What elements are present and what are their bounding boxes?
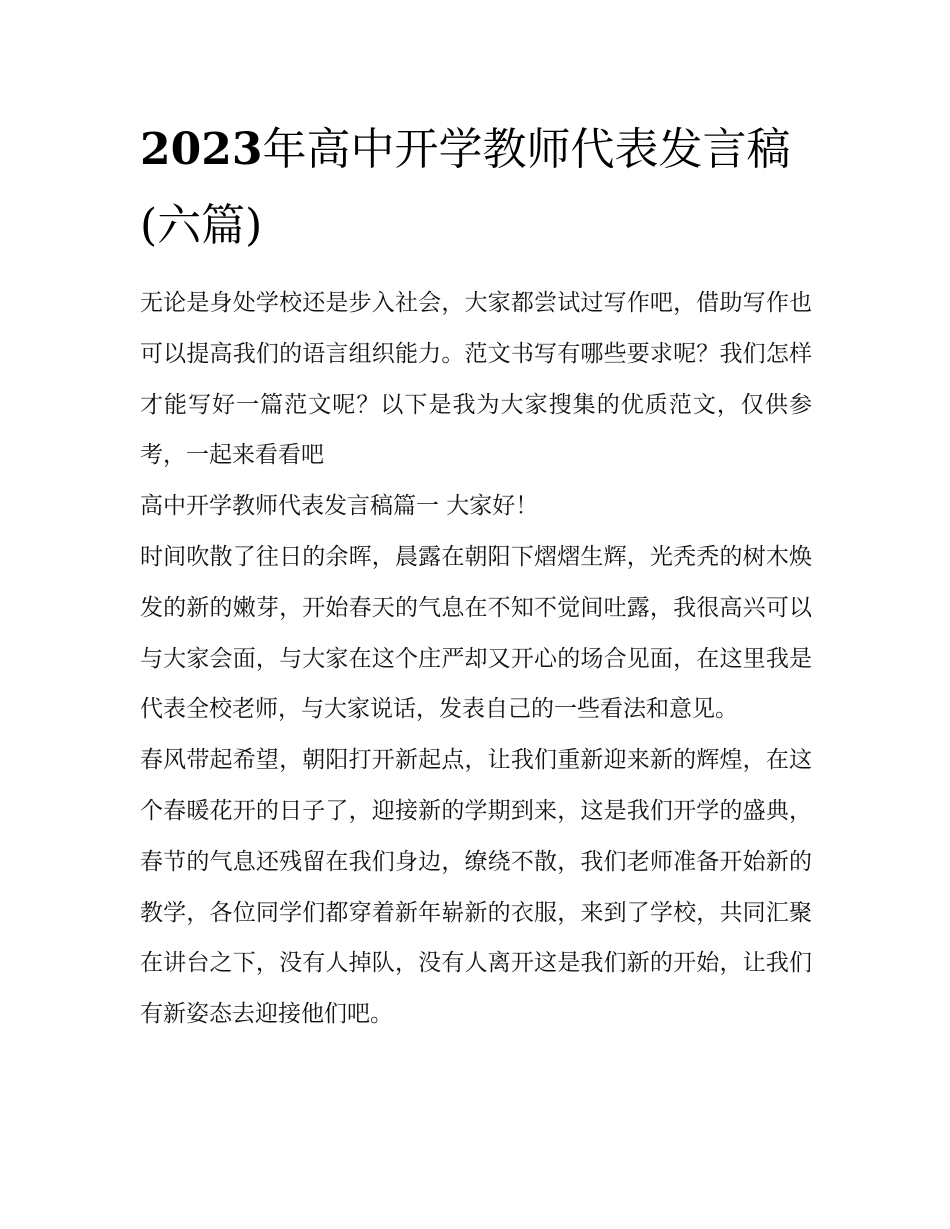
intro-paragraph: 无论是身处学校还是步入社会，大家都尝试过写作吧，借助写作也可以提高我们的语言组织能力。范文书写有哪些要求呢？我们怎样才能写好一篇范文呢？以下是我为大家搜集的优质范文，仅供参考，一起来看看吧 bbox=[140, 290, 812, 469]
document-title bbox=[140, 112, 812, 264]
title-year: 2023 bbox=[140, 124, 263, 175]
section-heading: 高中开学教师代表发言稿篇一 大家好！ bbox=[140, 493, 539, 520]
body-paragraph: 时间吹散了往日的余晖，晨露在朝阳下熠熠生辉，光秃秃的树木焕发的新的嫩芽，开始春天的气息在不知不觉间吐露，我很高兴可以与大家会面，与大家在这个庄严却又开心的场合见面，在这里我是代表全校老师，与大家说话，发表自己的一些看法和意见。 bbox=[140, 543, 812, 723]
body-paragraph: 春风带起希望，朝阳打开新起点，让我们重新迎来新的辉煌，在这个春暖花开的日子了，迎接新的学期到来，这是我们开学的盛典，春节的气息还残留在我们身边，缭绕不散，我们老师准备开始新的教学，各位同学们都穿着新年崭新的衣服，来到了学校，共同汇聚在讲台之下，没有人掉队，没有人离开这是我们新的开始，让我们有新姿态去迎接他们吧。 bbox=[140, 747, 812, 1028]
title-text: 年高中开学教师代表发言稿(六篇) bbox=[140, 124, 791, 251]
document-body bbox=[140, 278, 812, 1040]
document-content bbox=[140, 112, 812, 1040]
